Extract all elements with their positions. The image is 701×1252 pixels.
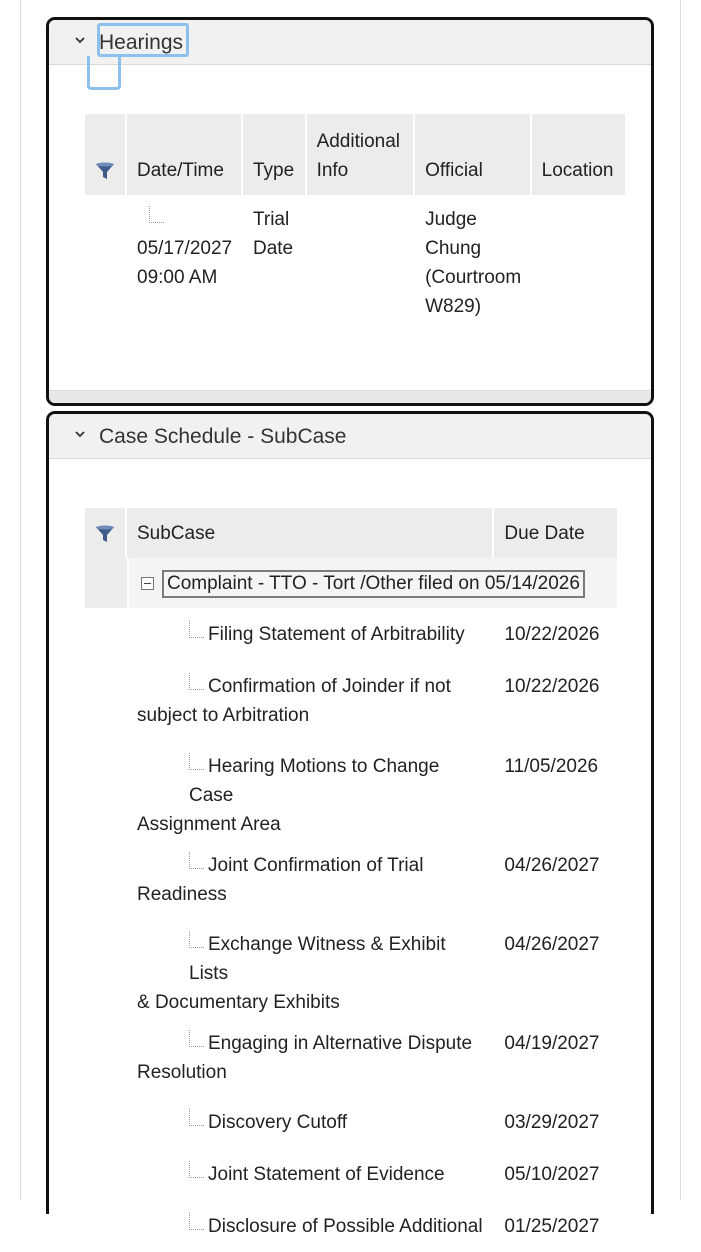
row-spacer-cell bbox=[85, 740, 127, 839]
hearing-location bbox=[532, 195, 625, 325]
schedule-item-name: Engaging in Alternative Dispute bbox=[208, 1033, 473, 1054]
hearing-type-cell bbox=[243, 195, 307, 325]
table-row[interactable] bbox=[85, 918, 617, 1017]
case-schedule-panel-title[interactable]: Case Schedule - SubCase bbox=[99, 425, 347, 448]
row-spacer-cell bbox=[85, 660, 127, 740]
row-spacer-cell bbox=[85, 918, 127, 1017]
hearings-panel-title[interactable]: Hearings bbox=[99, 31, 184, 54]
schedule-item-cell bbox=[127, 1096, 494, 1148]
column-header-additional-info-line1: Additional bbox=[316, 131, 401, 152]
tree-connector-icon bbox=[189, 1161, 204, 1178]
schedule-item-cell bbox=[127, 1200, 494, 1252]
schedule-item-name: Confirmation of Joinder if not bbox=[208, 676, 451, 697]
collapse-icon[interactable] bbox=[141, 577, 154, 590]
tree-connector-icon bbox=[189, 1030, 204, 1047]
schedule-item-due: 01/25/2027 bbox=[504, 1216, 600, 1237]
case-schedule-table bbox=[85, 508, 617, 1252]
schedule-item-name-cont: subject to Arbitration bbox=[137, 705, 310, 726]
schedule-item-due: 04/26/2027 bbox=[504, 934, 600, 955]
row-spacer-cell bbox=[85, 195, 127, 325]
column-header-additional-info[interactable] bbox=[307, 114, 416, 195]
schedule-item-due: 04/26/2027 bbox=[504, 855, 600, 876]
schedule-item-name: Joint Confirmation of Trial bbox=[208, 855, 424, 876]
schedule-item-cell bbox=[127, 660, 494, 740]
filter-icon[interactable] bbox=[95, 161, 115, 181]
table-row[interactable] bbox=[85, 839, 617, 918]
hearings-table bbox=[85, 114, 625, 325]
schedule-item-cell bbox=[127, 1017, 494, 1096]
hearing-date: 05/17/2027 bbox=[137, 238, 233, 259]
page-right-gutter bbox=[680, 0, 701, 1200]
schedule-item-cell bbox=[127, 918, 494, 1017]
table-row[interactable] bbox=[85, 1017, 617, 1096]
column-header-additional-info-line2: Info bbox=[316, 160, 349, 181]
schedule-item-due: 11/05/2026 bbox=[504, 756, 599, 777]
focus-ring bbox=[97, 23, 189, 57]
chevron-down-icon[interactable] bbox=[73, 427, 87, 441]
table-row[interactable] bbox=[85, 1096, 617, 1148]
column-header-datetime[interactable]: Date/Time bbox=[127, 114, 243, 195]
tree-connector-icon bbox=[189, 1213, 204, 1230]
table-row[interactable] bbox=[85, 1200, 617, 1252]
case-schedule-panel bbox=[46, 411, 654, 1237]
schedule-item-name: Exchange Witness & Exhibit Lists bbox=[189, 934, 446, 984]
tree-connector-icon bbox=[189, 673, 204, 690]
row-spacer-cell bbox=[85, 1200, 127, 1252]
schedule-item-name-cont: Resolution bbox=[137, 1062, 227, 1083]
schedule-item-name: Hearing Motions to Change Case bbox=[189, 756, 440, 806]
chevron-down-icon[interactable] bbox=[73, 33, 87, 47]
schedule-item-name-cont: Assignment Area bbox=[137, 814, 281, 835]
schedule-item-cell bbox=[127, 740, 494, 839]
column-header-official[interactable]: Official bbox=[415, 114, 532, 195]
tree-connector-icon bbox=[189, 753, 204, 770]
tree-connector-icon bbox=[189, 621, 204, 638]
group-row-spacer bbox=[85, 558, 127, 608]
schedule-item-due: 05/10/2027 bbox=[504, 1164, 600, 1185]
hearing-official-cell bbox=[415, 195, 532, 325]
filter-column-header[interactable] bbox=[85, 114, 127, 195]
focus-ring-tab bbox=[87, 56, 121, 90]
row-spacer-cell bbox=[85, 1017, 127, 1096]
table-row[interactable] bbox=[85, 660, 617, 740]
filter-icon[interactable] bbox=[95, 524, 115, 544]
column-header-location[interactable]: Location bbox=[532, 114, 625, 195]
schedule-item-name: Joint Statement of Evidence bbox=[208, 1164, 445, 1185]
tree-connector-icon bbox=[189, 931, 204, 948]
schedule-item-due: 03/29/2027 bbox=[504, 1112, 600, 1133]
hearing-official-line2: Chung bbox=[425, 238, 482, 259]
schedule-item-name: Disclosure of Possible Additional bbox=[208, 1216, 483, 1237]
page-left-gutter bbox=[0, 0, 21, 1200]
hearing-official-line3: (Courtroom bbox=[425, 267, 522, 288]
hearing-type-line2: Date bbox=[252, 238, 294, 259]
hearing-time: 09:00 AM bbox=[137, 267, 218, 288]
group-row-cell[interactable] bbox=[127, 558, 617, 608]
tree-connector-icon bbox=[189, 852, 204, 869]
schedule-item-due: 10/22/2026 bbox=[504, 676, 600, 697]
table-row[interactable] bbox=[85, 195, 625, 325]
hearings-panel bbox=[46, 17, 654, 406]
schedule-item-cell bbox=[127, 839, 494, 918]
table-row[interactable] bbox=[85, 608, 617, 660]
table-row[interactable] bbox=[85, 1148, 617, 1200]
table-row[interactable] bbox=[85, 740, 617, 839]
group-row[interactable] bbox=[85, 558, 617, 608]
row-spacer-cell bbox=[85, 1096, 127, 1148]
row-spacer-cell bbox=[85, 1148, 127, 1200]
schedule-item-due: 10/22/2026 bbox=[504, 624, 600, 645]
tree-connector-icon bbox=[189, 1109, 204, 1126]
row-spacer-cell bbox=[85, 608, 127, 660]
hearing-additional-info bbox=[307, 195, 416, 325]
hearing-official-line4: W829) bbox=[425, 296, 482, 317]
schedule-item-due: 04/19/2027 bbox=[504, 1033, 600, 1054]
schedule-item-cell bbox=[127, 1148, 494, 1200]
schedule-item-name: Discovery Cutoff bbox=[208, 1112, 348, 1133]
schedule-item-name-cont: Readiness bbox=[137, 884, 227, 905]
hearing-type-line1: Trial bbox=[252, 209, 290, 230]
hearing-datetime-cell bbox=[127, 195, 243, 325]
schedule-item-name-cont: & Documentary Exhibits bbox=[137, 992, 340, 1013]
filter-column-header[interactable] bbox=[85, 508, 127, 558]
tree-connector-icon bbox=[149, 206, 164, 223]
schedule-item-cell bbox=[127, 608, 494, 660]
hearings-panel-header[interactable] bbox=[49, 20, 651, 65]
case-schedule-panel-header[interactable] bbox=[49, 414, 651, 459]
column-header-type[interactable]: Type bbox=[243, 114, 307, 195]
row-spacer-cell bbox=[85, 839, 127, 918]
hearings-panel-footer bbox=[49, 390, 651, 403]
hearing-official-line1: Judge bbox=[425, 209, 477, 230]
group-label[interactable]: Complaint - TTO - Tort /Other filed on 05/14/2026 bbox=[162, 570, 585, 598]
column-header-due-date[interactable]: Due Date bbox=[494, 508, 617, 558]
schedule-item-name: Filing Statement of Arbitrability bbox=[208, 624, 465, 645]
column-header-subcase[interactable]: SubCase bbox=[127, 508, 494, 558]
